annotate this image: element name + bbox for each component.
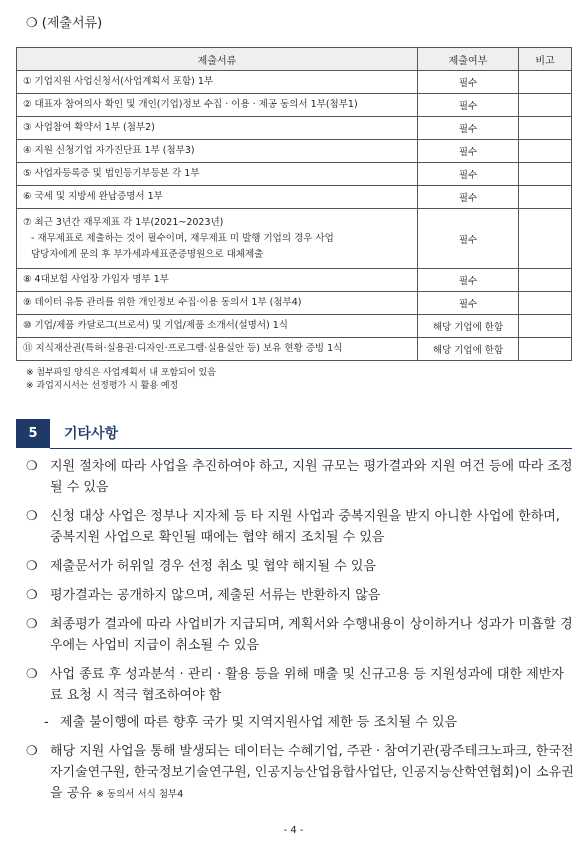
list-item xyxy=(26,456,576,498)
doc-name-cell xyxy=(17,71,418,94)
doc-name-cell xyxy=(17,140,418,163)
doc-name-line: ⑦ 최근 3년간 재무제표 각 1부(2021~2023년) xyxy=(23,216,224,228)
list-item xyxy=(26,506,576,548)
doc-name-cell xyxy=(17,292,418,315)
doc-name-line: ⑧ 4대보험 사업장 가입자 명부 1부 xyxy=(23,274,169,285)
remarks-cell xyxy=(519,292,572,315)
section-title: 기타사항 xyxy=(64,426,119,442)
table-row xyxy=(17,338,572,361)
list-item xyxy=(26,585,576,606)
list-item xyxy=(26,741,576,805)
submission-status-cell: 필수 xyxy=(418,117,519,140)
table-row xyxy=(17,140,572,163)
list-item-text: 평가결과는 공개하지 않으며, 제출된 서류는 반환하지 않음 xyxy=(50,588,381,603)
doc-name-line: ⑩ 기업/제품 카달로그(브로셔) 및 기업/제품 소개서(설명서) 1식 xyxy=(23,320,288,331)
table-row xyxy=(17,209,572,269)
doc-name-line: ⑤ 사업자등록증 및 법인등기부등본 각 1부 xyxy=(23,168,200,179)
remarks-cell xyxy=(519,338,572,361)
doc-name-line: - 재무제표로 제출하는 것이 필수이며, 재무제표 미 발행 기업의 경우 사업 xyxy=(31,232,334,244)
table-row xyxy=(17,269,572,292)
list-item xyxy=(26,664,576,706)
list-item-text: 지원 절차에 따라 사업을 추진하여야 하고, 지원 규모는 평가결과와 지원 여건 등에 따라 조정될 수 있음 xyxy=(50,459,573,495)
doc-name-line: ④ 지원 신청기업 자가진단표 1부 (첨부3) xyxy=(23,145,195,156)
note-line: ※ 첨부파일 양식은 사업계획서 내 포함되어 있음 xyxy=(26,368,216,378)
header-note: 비고 xyxy=(519,48,572,71)
submission-status-cell: 필수 xyxy=(418,292,519,315)
list-item-text: 사업 종료 후 성과분석 · 관리 · 활용 등을 위해 매출 및 신규고용 등 지원성과에 대한 제반자료 요청 시 적극 협조하여야 함 xyxy=(50,667,564,703)
doc-name-line: ⑥ 국세 및 지방세 완납증명서 1부 xyxy=(23,191,163,202)
doc-name-cell xyxy=(17,117,418,140)
doc-name-cell xyxy=(17,94,418,117)
section-number-badge: 5 xyxy=(16,419,50,448)
list-item-text: 제출 불이행에 따른 향후 국가 및 지역지원사업 제한 등 조치될 수 있음 xyxy=(60,715,458,730)
list-item xyxy=(26,614,576,656)
list-item xyxy=(26,712,576,733)
misc-items-list xyxy=(26,456,576,813)
submission-status-cell: 필수 xyxy=(418,140,519,163)
doc-name-cell xyxy=(17,209,418,269)
submission-status-cell: 필수 xyxy=(418,209,519,269)
remarks-cell xyxy=(519,315,572,338)
submission-docs-heading: ❍ (제출서류) xyxy=(26,16,103,31)
remarks-cell xyxy=(519,117,572,140)
list-item-text: 최종평가 결과에 따라 사업비가 지급되며, 계획서와 수행내용이 상이하거나 성과가 미흡할 경우에는 사업비 지급이 취소될 수 있음 xyxy=(50,617,573,653)
table-row xyxy=(17,117,572,140)
doc-name-cell xyxy=(17,163,418,186)
remarks-cell xyxy=(519,269,572,292)
page-number: - 4 - xyxy=(283,825,304,836)
remarks-cell xyxy=(519,163,572,186)
submission-status-cell: 필수 xyxy=(418,163,519,186)
section-5-header xyxy=(16,419,572,449)
table-row xyxy=(17,315,572,338)
doc-name-line: 담당자에게 문의 후 부가세과세표준증명원으로 대체제출 xyxy=(31,248,264,260)
doc-name-line: ① 기업지원 사업신청서(사업계획서 포함) 1부 xyxy=(23,76,214,87)
list-item-text: 신청 대상 사업은 정부나 지자체 등 타 지원 사업과 중복지원을 받지 아니한 사업에 한하며, 중복지원 사업으로 확인될 때에는 협약 해지 조치될 수 있음 xyxy=(50,509,560,545)
doc-name-cell xyxy=(17,269,418,292)
circle-bullet-icon: ❍ xyxy=(26,744,38,759)
dash-bullet-icon: - xyxy=(44,715,49,730)
table-notes xyxy=(26,367,216,393)
section-underline xyxy=(50,448,572,449)
submission-status-cell: 필수 xyxy=(418,94,519,117)
doc-name-line: ⑪ 지식재산권(특허·실용권·디자인·프로그램·실용실안 등) 보유 현황 증빙 1식 xyxy=(23,343,343,354)
submission-status-cell: 필수 xyxy=(418,186,519,209)
doc-name-line: ③ 사업참여 확약서 1부 (첨부2) xyxy=(23,122,155,133)
attachment-note: ※ 동의서 서식 첨부4 xyxy=(95,789,184,800)
doc-name-cell xyxy=(17,186,418,209)
list-item xyxy=(26,556,576,577)
note-line: ※ 과업지시서는 선정평가 시 활용 예정 xyxy=(26,381,179,391)
remarks-cell xyxy=(519,94,572,117)
circle-bullet-icon: ❍ xyxy=(26,559,38,574)
remarks-cell xyxy=(519,186,572,209)
submission-status-cell: 해당 기업에 한함 xyxy=(418,338,519,361)
circle-bullet-icon: ❍ xyxy=(26,459,38,474)
submission-status-cell: 해당 기업에 한함 xyxy=(418,315,519,338)
remarks-cell xyxy=(519,140,572,163)
circle-bullet-icon: ❍ xyxy=(26,588,38,603)
doc-name-line: ⑨ 데이터 유통 관리를 위한 개인정보 수집·이용 동의서 1부 (첨부4) xyxy=(23,297,302,308)
table-row xyxy=(17,94,572,117)
list-item-text: 제출문서가 허위일 경우 선정 취소 및 협약 해지될 수 있음 xyxy=(50,559,377,574)
header-status: 제출여부 xyxy=(418,48,519,71)
doc-name-cell xyxy=(17,315,418,338)
list-item-text: 해당 지원 사업을 통해 발생되는 데이터는 수혜기업, 주관 · 참여기관(광주테크노파크, 한국전자기술연구원, 한국정보기술연구원, 인공지능산업융합사업단, 인공지능산학연협회)이 소유권을 공유 xyxy=(50,744,574,801)
circle-bullet-icon: ❍ xyxy=(26,617,38,632)
circle-bullet-icon: ❍ xyxy=(26,667,38,682)
table-row xyxy=(17,292,572,315)
table-row xyxy=(17,71,572,94)
submission-status-cell: 필수 xyxy=(418,269,519,292)
table-row xyxy=(17,163,572,186)
table-header-row xyxy=(17,48,572,71)
remarks-cell xyxy=(519,209,572,269)
header-docs: 제출서류 xyxy=(17,48,418,71)
submission-docs-table xyxy=(16,47,572,361)
remarks-cell xyxy=(519,71,572,94)
circle-bullet-icon: ❍ xyxy=(26,509,38,524)
table-row xyxy=(17,186,572,209)
submission-status-cell: 필수 xyxy=(418,71,519,94)
doc-name-line: ② 대표자 참여의사 확인 및 개인(기업)정보 수집 · 이용 · 제공 동의서 1부(첨부1) xyxy=(23,99,358,110)
doc-name-cell xyxy=(17,338,418,361)
